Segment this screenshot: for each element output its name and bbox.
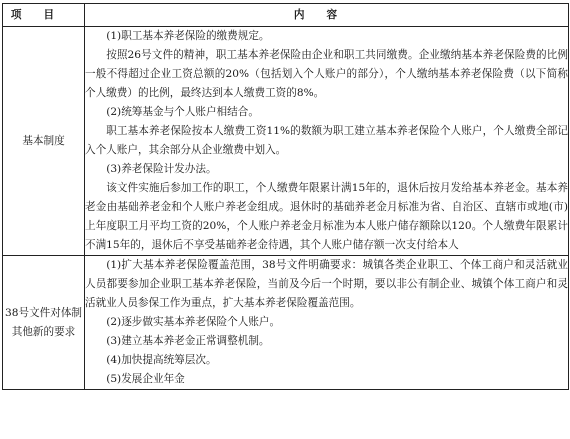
content-line: 按照26号文件的精神，职工基本养老保险由企业和职工共同缴费。企业缴纳基本养老保险费的比例一般不得超过企业工资总额的20%（包括划入个人账户的部分），个人缴纳基本养老保险费（以下简称个人缴费）的比例，最终达到本人缴费工资的8%。 [85,49,568,99]
content-line: (1)扩大基本养老保险覆盖范围，38号文件明确要求：城镇各类企业职工、个体工商户和灵活就业人员都要参加企业职工基本养老保险，当前及今后一个时期，要以非公有制企业、城镇个体工商户和灵活就业人员参保工作为重点，扩大基本养老保险覆盖范围。 [85,259,568,309]
content-line: (4)加快提高统筹层次。 [106,354,217,366]
table-row-doc38 [3,256,569,390]
content-line: (3)建立基本养老金正常调整机制。 [106,335,270,347]
content-line: 该文件实施后参加工作的职工，个人缴费年限累计满15年的，退休后按月发给基本养老金。基本养老金由基础养老金和个人账户养老金组成。退休时的基础养老金月标准为省、自治区、直辖市或地(市)上年度职工月平均工资的20%，个人账户养老金月标准为本人账户储存额除以120。个人缴费年限累计不满15年的，退休后不享受基础养老金待遇，其个人账户储存额一次支付给本人 [85,182,568,251]
row-label-doc38: 38号文件对体制其他新的要求 [3,256,85,390]
content-line: (5)发展企业年金 [106,373,185,385]
content-line: (1)职工基本养老保险的缴费规定。 [106,30,270,42]
policy-table [2,3,569,390]
content-line: 职工基本养老保险按本人缴费工资11%的数额为职工建立基本养老保险个人账户，个人缴费全部记入个人账户，其余部分从企业缴费中划入。 [85,125,568,156]
content-line: (2)统筹基金与个人账户相结合。 [106,106,259,118]
row-content-basic-system [85,27,569,256]
content-line: (3)养老保险计发办法。 [106,163,217,175]
header-item: 项目 [3,4,85,27]
content-line: (2)逐步做实基本养老保险个人账户。 [106,316,281,328]
table-row-basic-system [3,27,569,256]
row-label-basic-system: 基本制度 [3,27,85,256]
header-row [3,4,569,27]
row-content-doc38 [85,256,569,390]
header-content: 内容 [85,4,569,27]
